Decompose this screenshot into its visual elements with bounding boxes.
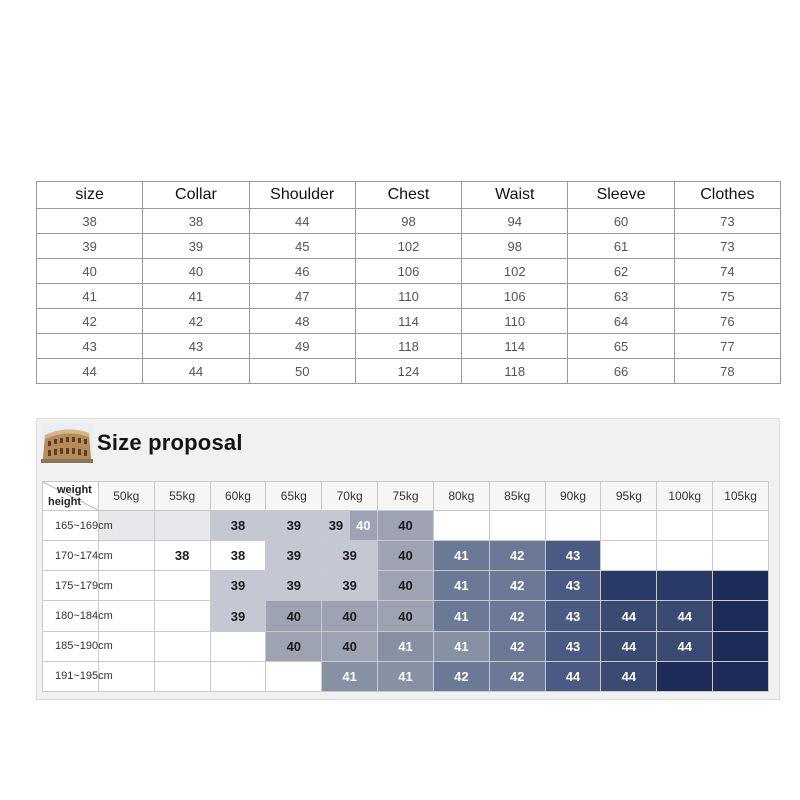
- size-recommendation-cell: 42: [489, 541, 545, 571]
- size-chart-column-header: Collar: [143, 182, 249, 209]
- size-recommendation-cell: 38: [154, 541, 210, 571]
- size-chart-column-header: Shoulder: [249, 182, 355, 209]
- corner-weight-label: weight: [57, 484, 92, 496]
- size-chart-cell: 75: [674, 284, 780, 309]
- size-recommendation-cell: 43: [545, 571, 601, 601]
- size-recommendation-cell: [322, 511, 378, 541]
- size-recommendation-cell: 40: [378, 601, 434, 631]
- size-chart-cell: 73: [674, 209, 780, 234]
- size-chart-cell: 114: [462, 334, 568, 359]
- size-chart-cell: 106: [462, 284, 568, 309]
- size-recommendation-cell: [154, 601, 210, 631]
- size-recommendation-cell: 39: [266, 571, 322, 601]
- size-recommendation-cell: 38: [210, 511, 266, 541]
- height-row: [43, 511, 769, 541]
- colosseum-icon: [41, 423, 93, 463]
- size-chart-cell: 46: [249, 259, 355, 284]
- size-recommendation-cell: [713, 661, 769, 691]
- size-chart-row: [37, 259, 781, 284]
- size-chart-cell: 42: [143, 309, 249, 334]
- size-chart-cell: 38: [143, 209, 249, 234]
- size-recommendation-cell: [601, 511, 657, 541]
- size-recommendation-cell: 41: [378, 631, 434, 661]
- height-row-label: 165~169cm: [43, 511, 99, 541]
- size-recommendation-cell: 41: [322, 661, 378, 691]
- size-chart-cell: 39: [143, 234, 249, 259]
- size-recommendation-cell: [601, 571, 657, 601]
- size-recommendation-cell: 40: [266, 631, 322, 661]
- height-row-label: 175~179cm: [43, 571, 99, 601]
- size-recommendation-cell: 39: [210, 601, 266, 631]
- size-recommendation-cell: 39: [322, 571, 378, 601]
- size-chart-cell: 118: [355, 334, 461, 359]
- weight-column-header: 80kg: [433, 482, 489, 511]
- size-recommendation-cell: [713, 631, 769, 661]
- size-recommendation-cell: 41: [433, 571, 489, 601]
- size-recommendation-cell: 39: [210, 571, 266, 601]
- size-recommendation-cell: [154, 631, 210, 661]
- weight-header-row: [43, 482, 769, 511]
- size-recommendation-cell: 44: [657, 631, 713, 661]
- weight-column-header: 70kg: [322, 482, 378, 511]
- size-chart-header-row: [37, 182, 781, 209]
- size-chart-cell: 44: [37, 359, 143, 384]
- height-row: [43, 661, 769, 691]
- size-recommendation-cell: 41: [433, 601, 489, 631]
- size-recommendation-cell: 44: [601, 601, 657, 631]
- size-chart-cell: 44: [249, 209, 355, 234]
- size-recommendation-cell: [545, 511, 601, 541]
- size-chart-row: [37, 334, 781, 359]
- weight-column-header: 60kg: [210, 482, 266, 511]
- weight-height-corner-cell: [43, 482, 99, 511]
- size-chart-cell: 49: [249, 334, 355, 359]
- size-chart-column-header: size: [37, 182, 143, 209]
- size-recommendation-cell: [713, 571, 769, 601]
- weight-column-header: 50kg: [98, 482, 154, 511]
- size-chart-cell: 78: [674, 359, 780, 384]
- size-chart-cell: 63: [568, 284, 674, 309]
- size-recommendation-cell: 42: [489, 631, 545, 661]
- size-recommendation-cell: 40: [378, 511, 434, 541]
- size-chart-cell: 66: [568, 359, 674, 384]
- size-chart-cell: 50: [249, 359, 355, 384]
- size-chart-column-header: Clothes: [674, 182, 780, 209]
- size-chart-cell: 60: [568, 209, 674, 234]
- height-row-label: 185~190cm: [43, 631, 99, 661]
- size-chart-column-header: Waist: [462, 182, 568, 209]
- size-recommendation-cell: 42: [489, 601, 545, 631]
- size-chart-cell: 41: [37, 284, 143, 309]
- size-chart-cell: 118: [462, 359, 568, 384]
- size-chart-cell: 98: [462, 234, 568, 259]
- height-row: [43, 571, 769, 601]
- size-recommendation-cell: 42: [433, 661, 489, 691]
- size-chart-cell: 74: [674, 259, 780, 284]
- size-chart-cell: 102: [355, 234, 461, 259]
- size-chart-cell: 39: [37, 234, 143, 259]
- height-row: [43, 631, 769, 661]
- weight-column-header: 100kg: [657, 482, 713, 511]
- size-chart-cell: 110: [462, 309, 568, 334]
- size-chart-cell: 76: [674, 309, 780, 334]
- size-chart-cell: 73: [674, 234, 780, 259]
- size-recommendation-cell: [713, 511, 769, 541]
- size-recommendation-cell: 41: [433, 541, 489, 571]
- size-chart-cell: 38: [37, 209, 143, 234]
- size-chart-cell: 48: [249, 309, 355, 334]
- size-recommendation-cell: 41: [433, 631, 489, 661]
- size-recommendation-cell: [154, 511, 210, 541]
- size-chart-cell: 43: [143, 334, 249, 359]
- weight-column-header: 85kg: [489, 482, 545, 511]
- size-chart-cell: 40: [37, 259, 143, 284]
- size-proposal-title: Size proposal: [97, 430, 243, 455]
- size-chart-cell: 65: [568, 334, 674, 359]
- size-proposal-panel: [36, 418, 780, 700]
- size-chart-cell: 124: [355, 359, 461, 384]
- size-chart-cell: 43: [37, 334, 143, 359]
- size-recommendation-cell: 39: [266, 541, 322, 571]
- size-chart-cell: 110: [355, 284, 461, 309]
- size-chart-column-header: Chest: [355, 182, 461, 209]
- weight-column-header: 65kg: [266, 482, 322, 511]
- size-recommendation-cell: 43: [545, 601, 601, 631]
- size-recommendation-cell: [266, 661, 322, 691]
- size-recommendation-cell: [713, 541, 769, 571]
- size-recommendation-cell: 40: [266, 601, 322, 631]
- size-recommendation-cell: [657, 511, 713, 541]
- size-chart-cell: 102: [462, 259, 568, 284]
- height-row: [43, 541, 769, 571]
- weight-column-header: 75kg: [378, 482, 434, 511]
- size-chart-cell: 106: [355, 259, 461, 284]
- height-row: [43, 601, 769, 631]
- size-chart-cell: 98: [355, 209, 461, 234]
- size-recommendation-cell: 43: [545, 541, 601, 571]
- split-size-value: 39: [328, 518, 344, 534]
- size-recommendation-cell: [433, 511, 489, 541]
- size-chart-cell: 45: [249, 234, 355, 259]
- size-recommendation-cell: [657, 571, 713, 601]
- weight-column-header: 55kg: [154, 482, 210, 511]
- size-chart-body: [37, 209, 781, 384]
- size-recommendation-cell: 44: [601, 661, 657, 691]
- corner-height-label: height: [48, 496, 81, 508]
- size-recommendation-cell: 40: [322, 601, 378, 631]
- size-chart-cell: 47: [249, 284, 355, 309]
- size-chart-cell: 94: [462, 209, 568, 234]
- size-chart-row: [37, 309, 781, 334]
- height-row-label: 191~195cm: [43, 661, 99, 691]
- size-recommendation-cell: 40: [378, 571, 434, 601]
- size-chart-row: [37, 284, 781, 309]
- height-row-label: 170~174cm: [43, 541, 99, 571]
- size-chart-row: [37, 209, 781, 234]
- size-proposal-body: [43, 511, 769, 692]
- size-recommendation-cell: 39: [322, 541, 378, 571]
- size-recommendation-cell: 44: [545, 661, 601, 691]
- weight-column-header: 95kg: [601, 482, 657, 511]
- size-recommendation-cell: [210, 661, 266, 691]
- size-recommendation-cell: [713, 601, 769, 631]
- size-chart-cell: 114: [355, 309, 461, 334]
- size-recommendation-cell: 44: [657, 601, 713, 631]
- size-chart-row: [37, 359, 781, 384]
- size-chart-cell: 64: [568, 309, 674, 334]
- size-recommendation-cell: 43: [545, 631, 601, 661]
- size-recommendation-cell: [210, 631, 266, 661]
- size-recommendation-cell: 38: [210, 541, 266, 571]
- size-recommendation-cell: 39: [266, 511, 322, 541]
- size-chart-cell: 77: [674, 334, 780, 359]
- size-recommendation-cell: [657, 541, 713, 571]
- size-recommendation-cell: [657, 661, 713, 691]
- size-recommendation-cell: [489, 511, 545, 541]
- size-recommendation-cell: [154, 571, 210, 601]
- split-size-value: 40: [350, 511, 377, 540]
- size-chart-table: [36, 181, 781, 384]
- size-chart-cell: 62: [568, 259, 674, 284]
- size-chart-cell: 61: [568, 234, 674, 259]
- size-recommendation-cell: [154, 661, 210, 691]
- height-row-label: 180~184cm: [43, 601, 99, 631]
- size-proposal-grid: [42, 481, 769, 692]
- size-recommendation-cell: 41: [378, 661, 434, 691]
- size-chart-row: [37, 234, 781, 259]
- weight-column-header: 90kg: [545, 482, 601, 511]
- weight-column-header: 105kg: [713, 482, 769, 511]
- size-recommendation-cell: 40: [378, 541, 434, 571]
- size-recommendation-cell: 42: [489, 661, 545, 691]
- size-recommendation-cell: 44: [601, 631, 657, 661]
- size-recommendation-cell: [601, 541, 657, 571]
- split-size-cell: [322, 511, 377, 540]
- size-chart-cell: 40: [143, 259, 249, 284]
- size-proposal-header: [41, 421, 243, 465]
- size-chart-cell: 44: [143, 359, 249, 384]
- size-chart-cell: 41: [143, 284, 249, 309]
- size-recommendation-cell: 42: [489, 571, 545, 601]
- size-chart-column-header: Sleeve: [568, 182, 674, 209]
- size-chart-cell: 42: [37, 309, 143, 334]
- size-recommendation-cell: 40: [322, 631, 378, 661]
